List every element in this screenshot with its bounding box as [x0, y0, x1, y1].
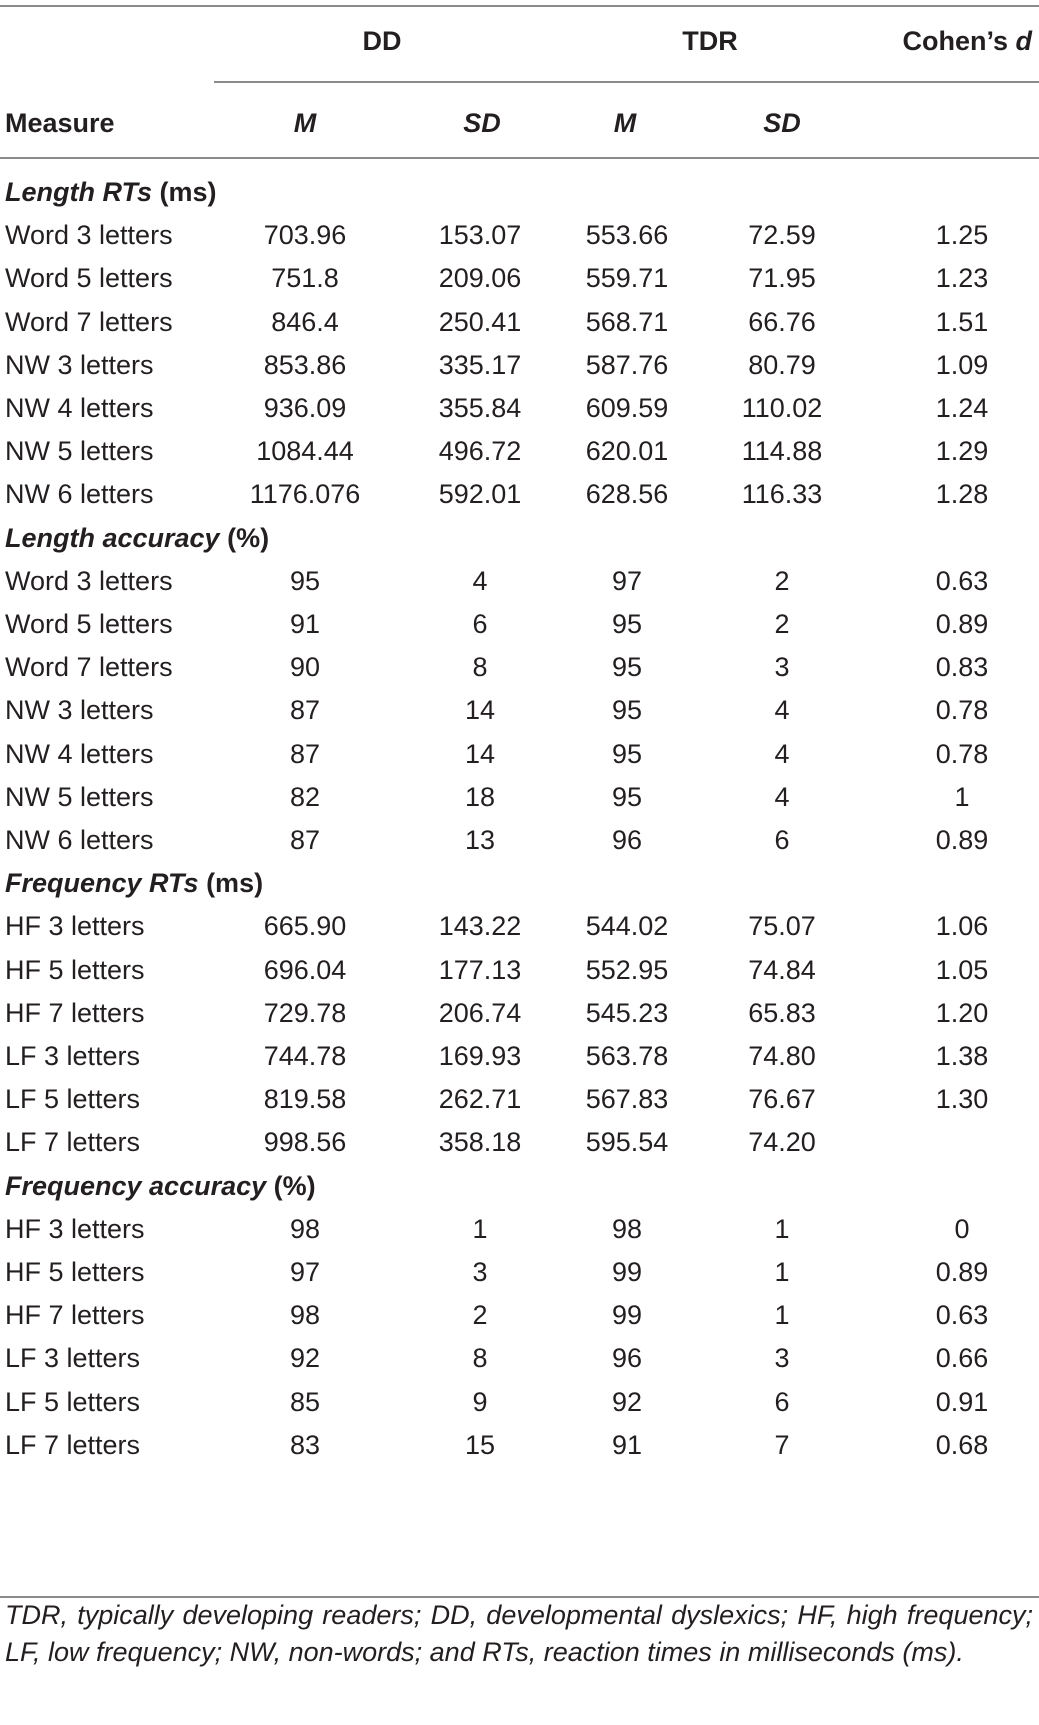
effect-size-cell: 0.78 — [935, 695, 989, 726]
section-title-unit: (%) — [219, 522, 270, 553]
row-label: LF 5 letters — [5, 1386, 141, 1417]
dd-sd-cell: 335.17 — [438, 349, 522, 380]
tdr-sd-cell: 2 — [774, 565, 790, 596]
dd-sd-cell: 8 — [472, 652, 488, 683]
section-title-main: Frequency RTs — [5, 868, 199, 899]
tdr-sd-cell: 75.07 — [748, 911, 816, 942]
tdr-mean-cell: 628.56 — [585, 479, 669, 510]
section-title-main: Length RTs — [5, 177, 152, 207]
row-label: LF 7 letters — [5, 1127, 141, 1158]
tdr-sd-cell: 114.88 — [741, 436, 823, 467]
tdr-mean-cell: 96 — [611, 1343, 643, 1374]
row-label: HF 7 letters — [5, 1300, 145, 1331]
column-header-rule — [0, 157, 1039, 159]
dd-sd-cell: 3 — [472, 1257, 488, 1287]
row-label: LF 5 letters — [5, 1084, 141, 1115]
row-label: NW 6 letters — [5, 825, 154, 855]
dd-mean-cell: 846.4 — [271, 306, 339, 337]
dd-sd-cell: 169.93 — [438, 1041, 522, 1071]
tdr-sd-cell: 76.67 — [748, 1084, 816, 1115]
dd-sd-cell: 177.13 — [438, 954, 522, 985]
dd-mean-cell: 95 — [289, 565, 321, 596]
effect-size-cell: 0 — [954, 1213, 970, 1244]
effect-size-cell: 1.29 — [935, 436, 989, 467]
tdr-mean-cell: 97 — [611, 565, 643, 596]
effect-size-cell: 1 — [954, 781, 970, 812]
dd-mean-cell: 1084.44 — [256, 436, 354, 467]
dd-sd-cell: 15 — [464, 1429, 496, 1460]
row-label: HF 5 letters — [5, 1257, 145, 1287]
effect-size-cell: 1.30 — [935, 1084, 989, 1115]
table-footnote: TDR, typically developing readers; DD, developmental dyslexics; HF, high frequency; LF, low frequency; NW, non-words; and RTs, reaction times in milliseconds (ms). — [5, 1600, 1033, 1667]
tdr-sd-cell: 72.59 — [748, 220, 816, 251]
tdr-mean-cell: 95 — [611, 738, 643, 769]
tdr-mean-cell: 620.01 — [585, 436, 669, 467]
dd-sd-cell: 13 — [464, 825, 496, 855]
tdr-mean-cell: 95 — [611, 652, 643, 683]
dd-sd-cell: 250.41 — [438, 306, 522, 337]
dd-sd-cell: 592.01 — [438, 479, 522, 510]
tdr-sd-cell: 6 — [774, 1386, 790, 1417]
dd-sd-cell: 9 — [472, 1386, 488, 1417]
section-title — [5, 176, 217, 208]
effect-size-label: Cohen’s — [902, 26, 1016, 56]
tdr-mean-cell: 98 — [611, 1213, 643, 1244]
dd-mean-cell: 744.78 — [263, 1041, 347, 1071]
dd-mean-cell: 819.58 — [263, 1084, 347, 1115]
tdr-sd-cell: 4 — [774, 781, 790, 812]
row-label: NW 5 letters — [5, 781, 154, 812]
tdr-mean-cell: 553.66 — [585, 220, 669, 251]
effect-size-cell: 0.63 — [935, 1300, 989, 1331]
tdr-mean-cell: 96 — [611, 825, 643, 855]
dd-mean-cell: 936.09 — [263, 393, 347, 423]
effect-size-cell: 0.89 — [935, 1257, 989, 1287]
dd-mean-cell: 82 — [289, 781, 321, 812]
effect-size-cell: 0.68 — [935, 1429, 989, 1460]
section-title-main: Length accuracy — [5, 522, 220, 553]
section-title — [5, 522, 269, 554]
row-label: Word 3 letters — [5, 220, 173, 251]
tdr-mean-cell: 568.71 — [585, 306, 669, 337]
effect-size-cell: 1.28 — [935, 479, 989, 510]
effect-size-cell: 0.66 — [935, 1343, 989, 1374]
dd-sd-cell: 14 — [464, 695, 496, 726]
dd-sd-cell: 6 — [472, 609, 488, 639]
effect-size-cell: 1.06 — [935, 911, 989, 942]
dd-sd-cell: 1 — [472, 1213, 488, 1244]
tdr-sd-cell: 7 — [774, 1429, 790, 1460]
effect-size-cell: 1.09 — [935, 349, 989, 380]
row-label: NW 3 letters — [5, 695, 154, 726]
effect-size-cell: 0.89 — [935, 825, 989, 855]
dd-mean-cell: 696.04 — [263, 954, 347, 985]
dd-sd-cell: 206.74 — [438, 997, 522, 1028]
tdr-sd-cell: 1 — [774, 1257, 790, 1287]
group-header-dd: DD — [362, 26, 402, 56]
effect-size-cell: 1.24 — [935, 393, 989, 423]
tdr-sd-cell: 1 — [774, 1300, 790, 1331]
row-label: LF 3 letters — [5, 1041, 141, 1071]
row-label: Word 5 letters — [5, 263, 173, 294]
section-title — [5, 867, 263, 899]
tdr-sd-cell: 4 — [774, 738, 790, 769]
section-title-unit: (%) — [266, 1170, 316, 1201]
tdr-mean-header: M — [613, 108, 637, 138]
dd-mean-cell: 853.86 — [263, 349, 347, 380]
tdr-mean-cell: 587.76 — [585, 349, 669, 380]
dd-mean-cell: 87 — [289, 738, 321, 769]
row-label: HF 7 letters — [5, 997, 145, 1028]
dd-sd-cell: 153.07 — [438, 220, 522, 251]
tdr-sd-cell: 6 — [774, 825, 790, 855]
row-label: NW 5 letters — [5, 436, 154, 467]
dd-sd-cell: 262.71 — [438, 1084, 522, 1115]
row-label: Word 3 letters — [5, 565, 173, 596]
tdr-sd-cell: 74.20 — [748, 1127, 816, 1158]
tdr-sd-cell: 116.33 — [741, 479, 823, 510]
row-label: HF 3 letters — [5, 911, 145, 942]
tdr-mean-cell: 91 — [611, 1429, 643, 1460]
tdr-mean-cell: 95 — [611, 609, 643, 639]
dd-mean-cell: 98 — [289, 1213, 321, 1244]
dd-sd-cell: 358.18 — [438, 1127, 522, 1158]
row-label: Word 7 letters — [5, 652, 173, 683]
dd-mean-cell: 751.8 — [271, 263, 339, 294]
row-label: HF 5 letters — [5, 954, 145, 985]
row-label: NW 4 letters — [5, 738, 154, 769]
row-label: NW 3 letters — [5, 349, 154, 380]
section-title-unit: (ms) — [198, 868, 264, 899]
dd-sd-cell: 209.06 — [438, 263, 522, 294]
tdr-mean-cell: 545.23 — [585, 997, 669, 1028]
dd-mean-cell: 87 — [289, 825, 321, 855]
dd-sd-cell: 355.84 — [438, 393, 522, 423]
row-label: LF 3 letters — [5, 1343, 141, 1374]
tdr-sd-cell: 80.79 — [748, 349, 816, 380]
tdr-mean-cell: 609.59 — [585, 393, 669, 423]
dd-sd-cell: 2 — [472, 1300, 488, 1331]
tdr-sd-cell: 1 — [774, 1213, 790, 1244]
tdr-mean-cell: 95 — [611, 781, 643, 812]
dd-sd-cell: 8 — [472, 1343, 488, 1374]
dd-mean-cell: 665.90 — [263, 911, 347, 942]
effect-size-cell: 1.23 — [935, 263, 989, 294]
effect-size-cell: 1.20 — [935, 997, 989, 1028]
measure-header: Measure — [5, 108, 115, 138]
tdr-sd-cell: 3 — [774, 652, 790, 683]
dd-mean-cell: 98 — [289, 1300, 321, 1331]
effect-size-header — [880, 25, 1032, 57]
tdr-mean-cell: 559.71 — [585, 263, 669, 294]
dd-mean-cell: 703.96 — [263, 220, 347, 251]
dd-mean-cell: 85 — [289, 1386, 321, 1417]
dd-sd-cell: 4 — [472, 565, 488, 596]
tdr-sd-cell: 74.84 — [748, 954, 816, 985]
tdr-sd-cell: 74.80 — [748, 1041, 816, 1071]
dd-mean-cell: 87 — [289, 695, 321, 726]
effect-size-cell: 1.51 — [935, 306, 989, 337]
effect-size-cell: 1.05 — [935, 954, 989, 985]
effect-size-cell: 0.78 — [935, 738, 989, 769]
tdr-sd-cell: 4 — [774, 695, 790, 726]
tdr-mean-cell: 552.95 — [585, 954, 669, 985]
row-label: LF 7 letters — [5, 1429, 141, 1460]
tdr-mean-cell: 92 — [611, 1386, 643, 1417]
row-label: HF 3 letters — [5, 1213, 145, 1244]
dd-mean-cell: 83 — [289, 1429, 321, 1460]
tdr-mean-cell: 99 — [611, 1257, 643, 1287]
dd-sd-cell: 496.72 — [438, 436, 522, 467]
row-label: NW 4 letters — [5, 393, 154, 423]
tdr-sd-cell: 66.76 — [748, 306, 816, 337]
tdr-mean-cell: 563.78 — [585, 1041, 669, 1071]
dd-mean-cell: 97 — [289, 1257, 321, 1287]
dd-mean-cell: 998.56 — [263, 1127, 347, 1158]
tdr-sd-header: SD — [763, 108, 801, 138]
tdr-mean-cell: 544.02 — [585, 911, 669, 942]
dd-mean-cell: 1176.076 — [249, 479, 361, 510]
effect-size-cell: 0.89 — [935, 609, 989, 639]
group-header-rule — [214, 81, 1039, 83]
effect-size-cell: 1.25 — [935, 220, 989, 251]
tdr-mean-cell: 95 — [611, 695, 643, 726]
row-label: Word 7 letters — [5, 306, 173, 337]
row-label: NW 6 letters — [5, 479, 154, 510]
dd-sd-cell: 18 — [464, 781, 496, 812]
dd-mean-cell: 92 — [289, 1343, 321, 1374]
dd-sd-cell: 143.22 — [438, 911, 522, 942]
tdr-sd-cell: 3 — [774, 1343, 790, 1374]
dd-sd-header: SD — [463, 108, 501, 138]
section-title-unit: (ms) — [152, 177, 217, 207]
dd-mean-header: M — [293, 108, 317, 138]
effect-size-cell: 0.63 — [935, 565, 989, 596]
tdr-sd-cell: 71.95 — [748, 263, 816, 294]
effect-size-cell: 0.91 — [935, 1386, 989, 1417]
effect-size-cell: 1.38 — [935, 1041, 989, 1071]
section-title-main: Frequency accuracy — [5, 1170, 267, 1201]
dd-sd-cell: 14 — [464, 738, 496, 769]
tdr-mean-cell: 99 — [611, 1300, 643, 1331]
tdr-sd-cell: 2 — [774, 609, 790, 639]
table-top-rule — [0, 5, 1039, 7]
group-header-tdr: TDR — [682, 26, 738, 56]
row-label: Word 5 letters — [5, 609, 173, 639]
effect-size-symbol: d — [1015, 26, 1032, 56]
effect-size-cell: 0.83 — [935, 652, 989, 683]
tdr-sd-cell: 65.83 — [748, 997, 816, 1028]
tdr-sd-cell: 110.02 — [741, 393, 823, 423]
dd-mean-cell: 729.78 — [263, 997, 347, 1028]
dd-mean-cell: 91 — [289, 609, 321, 639]
tdr-mean-cell: 595.54 — [585, 1127, 669, 1158]
section-title — [5, 1170, 316, 1202]
dd-mean-cell: 90 — [289, 652, 321, 683]
tdr-mean-cell: 567.83 — [585, 1084, 669, 1115]
